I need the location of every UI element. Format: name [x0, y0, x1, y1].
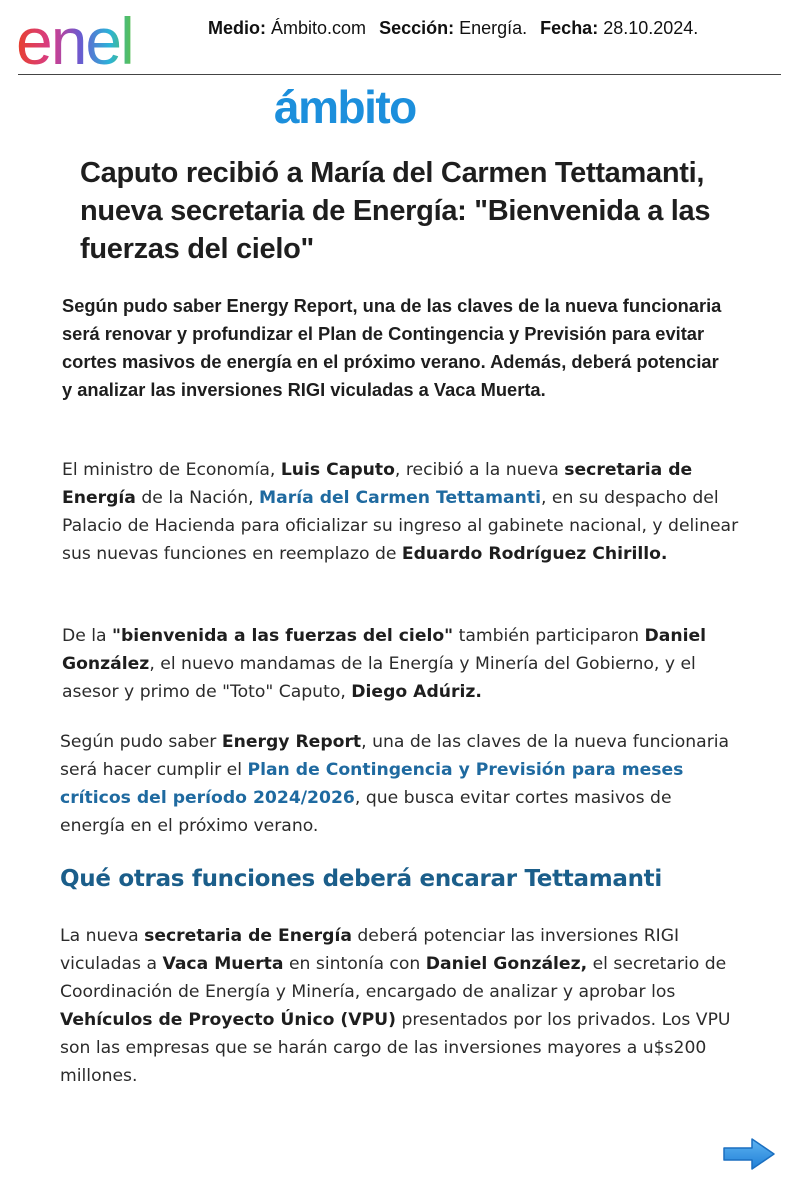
- clipping-meta: [208, 18, 698, 39]
- link-tettamanti[interactable]: María del Carmen Tettamanti: [259, 488, 541, 508]
- seccion-value: Energía.: [459, 18, 528, 38]
- bold-daniel-gonzalez-2: Daniel González,: [425, 954, 588, 974]
- article-paragraph-4: La nueva secretaria de Energía deberá potenciar las inversiones RIGI viculadas a Vaca Muerta en sintonía con Daniel González, el secretario de Coordinación de Energía y Minería, encargado de analizar y aprobar los Vehículos de Proyecto Único (VPU) presentados por los privados. Los VPU son las empresas que se harán cargo de las inversiones mayores a u$s200 millones.: [60, 926, 731, 1086]
- article-subheading: Qué otras funciones deberá encarar Tettamanti: [60, 866, 662, 892]
- clipping-header: [0, 0, 800, 76]
- bold-daniel-gonzalez: Daniel González: [62, 626, 707, 674]
- article-paragraph-2: De la "bienvenida a las fuerzas del cielo" también participaron Daniel González, el nuevo mandamas de la Energía y Minería del Gobierno, y el asesor y primo de "Toto" Caputo, Diego Adúriz.: [62, 626, 707, 702]
- enel-logo-text: enel: [16, 8, 133, 70]
- article-title: Caputo recibió a María del Carmen Tettamanti, nueva secretaria de Energía: "Bienvenida a las fuerzas del cielo": [80, 157, 711, 265]
- bold-vpu: Vehículos de Proyecto Único (VPU): [60, 1010, 396, 1030]
- article-paragraph-3: Según pudo saber Energy Report, una de las claves de la nueva funcionaria será hacer cumplir el Plan de Contingencia y Previsión para meses críticos del período 2024/2026, que busca evitar cortes masivos de energía en el próximo verano.: [60, 732, 730, 836]
- header-divider: [18, 74, 781, 75]
- bold-secretaria-energia: secretaria de Energía: [62, 460, 693, 508]
- link-plan-contingencia[interactable]: Plan de Contingencia y Previsión para meses críticos del período 2024/2026: [60, 760, 684, 808]
- medio-value: Ámbito.com: [271, 18, 367, 38]
- fecha-value: 28.10.2024.: [603, 18, 699, 38]
- seccion-label: Sección:: [379, 18, 455, 38]
- bold-bienvenida: "bienvenida a las fuerzas del cielo": [112, 626, 454, 646]
- right-arrow-icon[interactable]: [722, 1136, 776, 1172]
- bold-energy-report: Energy Report: [221, 732, 362, 752]
- fecha-label: Fecha:: [540, 18, 599, 38]
- article-lead: Según pudo saber Energy Report, una de las claves de la nueva funcionaria será renovar y profundizar el Plan de Contingencia y Previsión para evitar cortes masivos de energía en el próximo verano. Además, deberá potenciar y analizar las inversiones RIGI viculadas a Vaca Muerta.: [62, 295, 722, 400]
- bold-vaca-muerta: Vaca Muerta: [162, 954, 284, 974]
- bold-luis-caputo: Luis Caputo: [280, 460, 395, 480]
- bold-diego-aduriz: Diego Adúriz.: [351, 682, 482, 702]
- bold-rodriguez-chirillo: Eduardo Rodríguez Chirillo.: [401, 544, 668, 564]
- ambito-logo: ámbito: [274, 81, 416, 133]
- article-paragraph-1: El ministro de Economía, Luis Caputo, recibió a la nueva secretaria de Energía de la Nación, María del Carmen Tettamanti, en su despacho del Palacio de Hacienda para oficializar su ingreso al gabinete nacional, y delinear sus nuevas funciones en reemplazo de Eduardo Rodríguez Chirillo.: [62, 460, 739, 564]
- enel-logo: [16, 8, 178, 70]
- bold-secretaria-energia-2: secretaria de Energía: [144, 926, 352, 946]
- medio-label: Medio:: [208, 18, 266, 38]
